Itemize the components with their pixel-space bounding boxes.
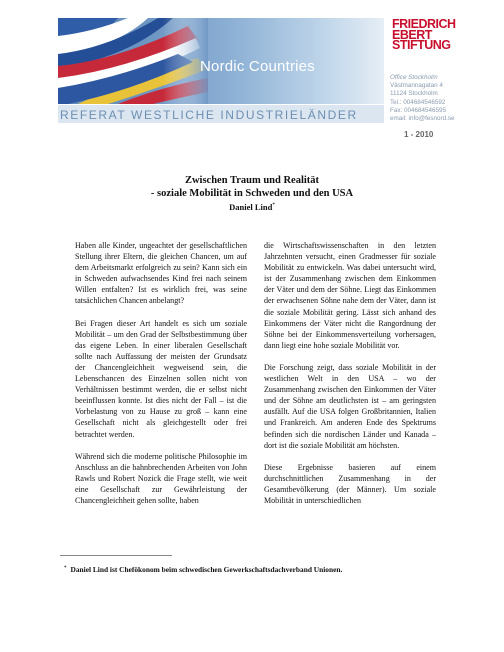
article-subtitle: - soziale Mobilität in Schweden und den USA <box>150 188 354 199</box>
author-footnote-mark: * <box>272 203 275 209</box>
author-name: Daniel Lind <box>229 202 273 212</box>
paragraph: Diese Ergebnisse basieren auf einem durchschnittlichen Zusammenhang in der Gesamtbevölkerung (der Männer). Um soziale Mobilität in unterschiedlichen <box>264 462 436 505</box>
series-title: REFERAT WESTLICHE INDUSTRIELÄNDER <box>60 108 358 122</box>
footnote <box>64 565 342 574</box>
header-banner <box>58 18 384 104</box>
right-column <box>264 240 436 517</box>
paragraph: Bei Fragen dieser Art handelt es sich um soziale Mobilität – um den Grad der Selbstbestimmung über das eigene Leben. In einer liberalen Gesellschaft sollte nach Auffassung der meisten der Grundsatz der Chancengleichheit wegweisend sein, die Lebenschancen des Einzelnen sollen nicht von Verhältnissen bestimmt werden, die er selbst nicht beeinflussen konnte. Ist dies nicht der Fall – ist die Vorbelastung von zu Hause zu groß – kann eine Gesellschaft nicht als gleichgestellt oder frei betrachtet werden. <box>75 318 247 439</box>
issue-number: 1 - 2010 <box>404 130 434 139</box>
article-author <box>0 202 504 212</box>
logo-line: FRIEDRICH <box>392 17 456 31</box>
paragraph: Die Forschung zeigt, dass soziale Mobilität in der westlichen Welt in den USA – wo der Zusammenhang zwischen den Einkommen der Väter und der Söhne am deutlichsten ist – am geringsten ausfällt. Auf die USA folgen Großbritannien, Italien und Frankreich. Am anderen Ende des Spektrums befinden sich die nordischen Länder und Kanada – dort ist die soziale Mobilität am höchsten. <box>264 362 436 450</box>
office-line: Tel.: 004684546592 <box>390 98 446 106</box>
office-line: Västmannagatan 4 <box>390 82 443 90</box>
logo-line: EBERT <box>392 27 432 42</box>
office-address <box>390 74 455 123</box>
office-line: 11124 Stockholm <box>390 90 438 98</box>
office-title: Office Stockholm <box>390 74 438 81</box>
footnote-text: Daniel Lind ist Chefökonom beim schwedischen Gewerkschaftsdachverband Unionen. <box>70 565 343 574</box>
office-line: email: info@fesnord.se <box>390 115 455 123</box>
footnote-mark: * <box>64 565 67 571</box>
fes-logo <box>392 19 462 51</box>
footnote-divider <box>60 555 172 556</box>
nordic-flags-image <box>58 18 208 104</box>
paragraph: die Wirtschaftswissenschaften in den letzten Jahrzehnten versucht, einen Gradmesser für soziale Mobilität zu entwickeln. Was dabei untersucht wird, ist der Zusammenhang zwischen dem Einkommen der Väter und dem der Söhne. Liegt das Einkommen der erwachsenen Söhne nahe dem der Väter, dann ist die soziale Mobilität gering. Lässt sich anhand des Einkommens der Väter nicht die Rangordnung der Söhne bei der Einkommensverteilung vorhersagen, dann liegt eine hohe soziale Mobilität vor. <box>264 241 436 350</box>
logo-line: STIFTUNG <box>392 38 451 52</box>
article-title: Zwischen Traum und Realität <box>184 175 320 186</box>
banner-title: Nordic Countries <box>200 58 315 75</box>
paragraph: Haben alle Kinder, ungeachtet der gesellschaftlichen Stellung ihrer Eltern, die gleichen Chancen, um auf dem Arbeitsmarkt erfolgreich zu sein? Kann sich ein in Schweden aufwachsendes Kind frei nach seinem Willen entfalten? Ist es wirklich frei, was seine tatsächlichen Chancen anbelangt? <box>75 241 247 306</box>
office-line: Fax: 004684546595 <box>390 106 447 114</box>
left-column <box>75 240 247 517</box>
paragraph: Während sich die moderne politische Philosophie im Anschluss an die bahnbrechenden Arbeiten von John Rawls und Robert Nozick die Frage stellt, wie weit eine Gesellschaft zur Gewährleistung der Chancengleichheit gehen sollte, haben <box>75 451 247 505</box>
